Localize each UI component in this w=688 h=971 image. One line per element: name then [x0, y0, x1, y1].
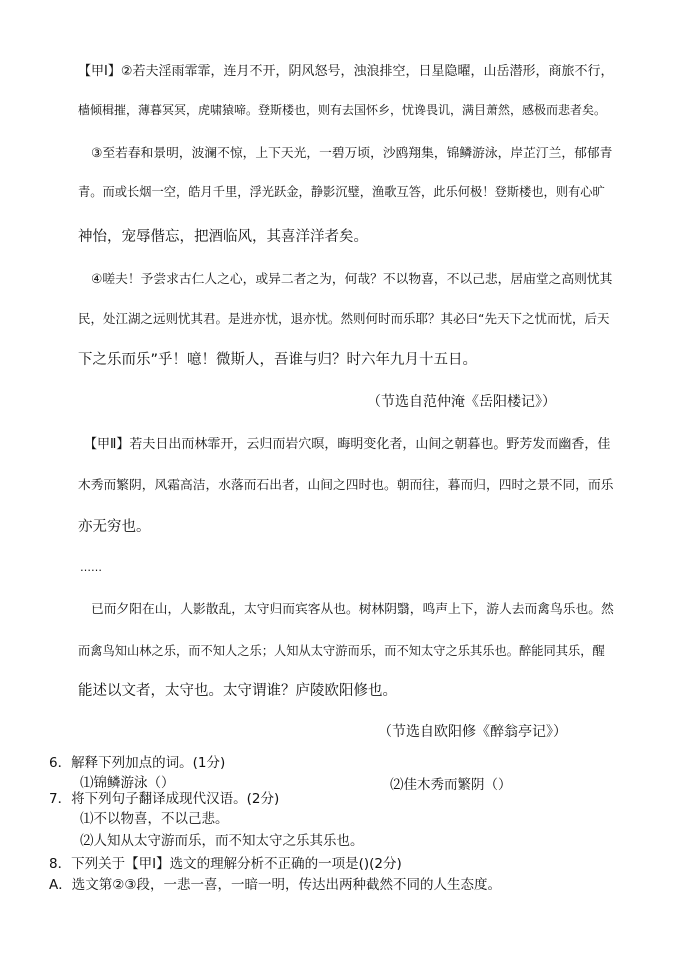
passage2-para1-line1: 【甲Ⅱ】若夫日出而林霏开，云归而岩穴暝，晦明变化者，山间之朝暮也。野芳发而幽香，佳: [84, 437, 611, 452]
q7-stem: 7．将下列句子翻译成现代汉语。(2分): [49, 791, 280, 807]
passage1-source: （节选自范仲淹《岳阳楼记》）: [367, 394, 556, 410]
passage2-para1-line2: 木秀而繁阴，风霜高洁，水落而石出者，山间之四时也。朝而往，暮而归，四时之景不同，而乐: [78, 478, 614, 493]
passage2-para2-line1: 已而夕阳在山，人影散乱，太守归而宾客从也。树林阴翳，鸣声上下，游人去而禽鸟乐也。然: [91, 602, 614, 617]
q7-item1: ⑴不以物喜，不以己悲。: [80, 811, 229, 827]
passage1-para4-line2: 民，处江湖之远则忧其君。是进亦忧，退亦忧。然则何时而乐耶？其必曰“先天下之忧而忧，后天: [78, 311, 610, 326]
passage1-para3-line3: 神怡，宠辱偕忘，把酒临风，其喜洋洋者矣。: [78, 229, 368, 245]
passage2-source: （节选自欧阳修《醉翁亭记》）: [378, 724, 567, 740]
q8-option-a: A．选文第②③段，一悲一喜，一暗一明，传达出两种截然不同的人生态度。: [49, 877, 501, 893]
passage2-para2-line2: 而禽鸟知山林之乐，而不知人之乐；人知从太守游而乐，而不知太守之乐其乐也。醉能同其乐，醒: [78, 644, 605, 658]
q8-stem: 8．下列关于【甲Ⅰ】选文的理解分析不正确的一项是()(2分): [49, 856, 402, 872]
passage1-para2-line1: 【甲Ⅰ】②若夫淫雨霏霏，连月不开，阴风怒号，浊浪排空，日星隐曜，山岳潜形，商旅不行，: [78, 64, 614, 79]
passage1-para3-line2: 青。而或长烟一空，皓月千里，浮光跃金，静影沉璧，渔歌互答，此乐何极！登斯楼也，则有心旷: [78, 185, 605, 199]
q6-stem: 6．解释下列加点的词。(1分): [49, 755, 226, 771]
q7-item2: ⑵人知从太守游而乐，而不知太守之乐其乐也。: [80, 833, 364, 849]
passage2-ellipsis: ……: [80, 561, 102, 574]
passage1-para3-line1: ③至若春和景明，波澜不惊，上下天光，一碧万顷，沙鸥翔集，锦鳞游泳，岸芷汀兰，郁郁青: [91, 146, 613, 161]
q6-item1: ⑴锦鳞游泳（）: [80, 775, 175, 791]
passage1-para4-line1: ④嗟夫！予尝求古仁人之心，或异二者之为，何哉？不以物喜，不以己悲，居庙堂之高则忧其: [91, 272, 613, 287]
passage2-para1-line3: 亦无穷也。: [78, 519, 151, 535]
q6-item2: ⑵佳木秀而繁阴（）: [390, 777, 512, 793]
passage2-para2-line3: 能述以文者，太守也。太守谓谁？庐陵欧阳修也。: [78, 683, 397, 699]
passage1-para4-line3: 下之乐而乐”乎！噫！微斯人，吾谁与归？时六年九月十五日。: [78, 352, 478, 368]
passage1-para2-line2: 樯倾楫摧，薄暮冥冥，虎啸猿啼。登斯楼也，则有去国怀乡，忧谗畏讥，满目萧然，感极而悲者矣。: [78, 103, 607, 117]
